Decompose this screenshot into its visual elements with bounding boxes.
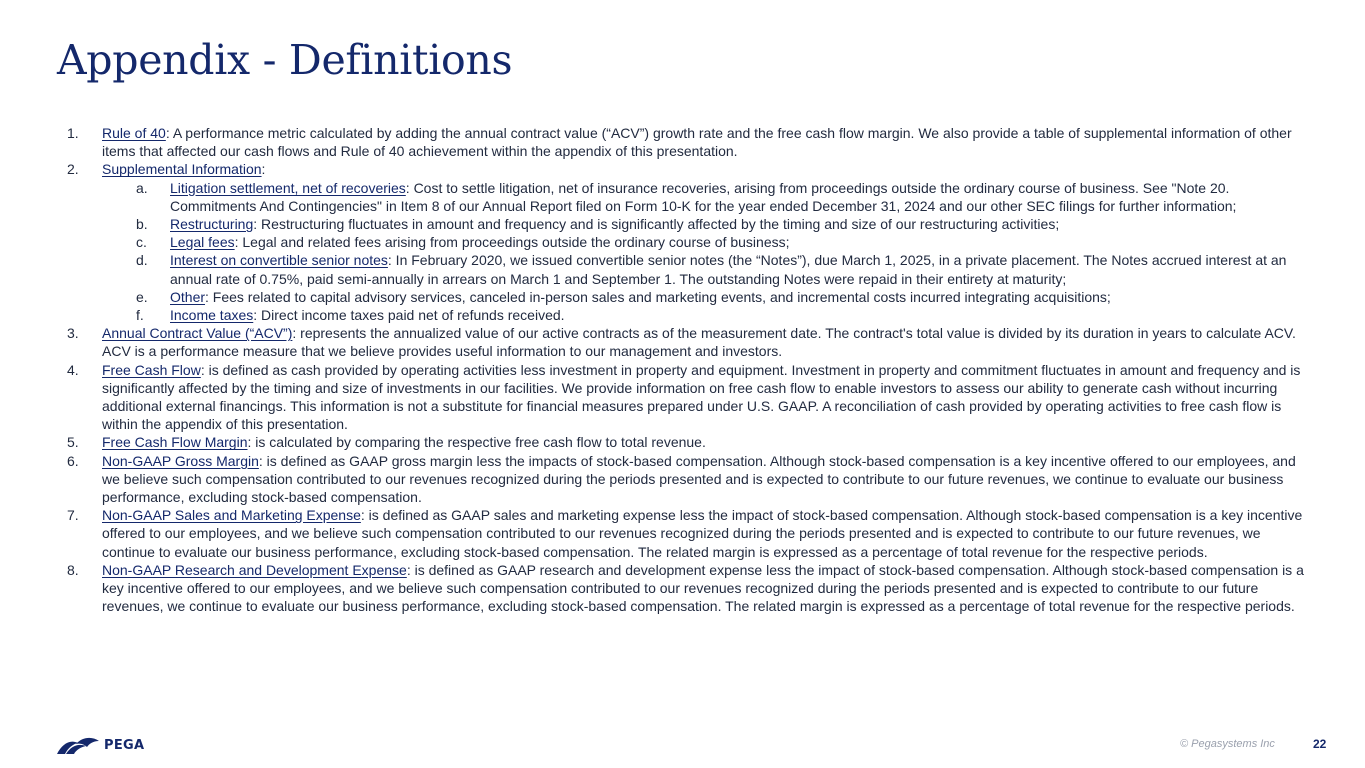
sub-item-letter: c. bbox=[136, 234, 147, 251]
definition-term: Annual Contract Value (“ACV”) bbox=[102, 325, 293, 342]
definition-text: : Direct income taxes paid net of refunds received. bbox=[253, 307, 565, 324]
sub-list-item bbox=[136, 288, 1312, 306]
item-number: 5. bbox=[67, 434, 79, 451]
definition-term: Legal fees bbox=[170, 234, 235, 251]
definition-text: : A performance metric calculated by adding the annual contract value (“ACV”) growth rate and the free cash flow margin. We also provide a table of supplemental information of other items that affected our cash flows and Rule of 40 achievement within the appendix of this presentation. bbox=[102, 125, 1292, 160]
list-item bbox=[67, 433, 1312, 451]
definition-text: : bbox=[261, 161, 266, 178]
sub-list-item bbox=[136, 215, 1312, 233]
list-item bbox=[67, 361, 1312, 434]
definition-term: Litigation settlement, net of recoveries bbox=[170, 179, 406, 196]
sub-item-letter: d. bbox=[136, 252, 148, 269]
definition-term: Other bbox=[170, 288, 206, 305]
definition-text: : is defined as cash provided by operating activities less investment in property and equipment. Investment in property and commitment fluctuates in amount and frequency and is significantly affected by the timing and size of investments in our facilities. We provide information on free cash flow to enable investors to assess our ability to generate cash without incurring additional external financings. This information is not a substitute for financial measures prepared under U.S. GAAP. A reconciliation of cash provided by operating activities to free cash flow is within the appendix of this presentation. bbox=[102, 361, 1301, 433]
definition-text: : is calculated by comparing the respective free cash flow to total revenue. bbox=[247, 434, 706, 451]
definition-text: : Restructuring fluctuates in amount and frequency and is significantly affected by the timing and size of our restructuring activities; bbox=[253, 216, 1060, 233]
logo-text: PEGA bbox=[104, 737, 145, 753]
definition-text: : represents the annualized value of our active contracts as of the measurement date. The contract's total value is divided by its duration in years to calculate ACV. ACV is a performance measure that we believe provides useful information to our management and investors. bbox=[102, 325, 1296, 360]
definition-term: Non-GAAP Sales and Marketing Expense bbox=[102, 507, 361, 524]
definition-term: Free Cash Flow bbox=[102, 361, 201, 378]
list-item bbox=[67, 506, 1312, 561]
definition-term: Non-GAAP Research and Development Expense bbox=[102, 561, 407, 578]
item-number: 1. bbox=[67, 125, 79, 141]
item-number: 4. bbox=[67, 361, 79, 378]
sub-item-letter: b. bbox=[136, 216, 148, 233]
copyright-text: © Pegasystems Inc bbox=[1180, 738, 1275, 750]
definition-text: : is defined as GAAP research and development expense less the impact of stock-based compensation. Although stock-based compensation is a key incentive offered to our employees, and we believe such compensation contributed to our revenues recognized during the periods presented and is expected to contribute to our future revenues, we continue to evaluate our business performance, excluding stock-based compensation. The related margin is expressed as a percentage of total revenue for the respective periods. bbox=[102, 561, 1304, 615]
sub-list-item bbox=[136, 251, 1312, 287]
definition-term: Interest on convertible senior notes bbox=[170, 252, 388, 269]
definition-term: Supplemental Information bbox=[102, 161, 262, 178]
definition-term: Non-GAAP Gross Margin bbox=[102, 452, 259, 469]
definitions-list bbox=[67, 124, 1312, 615]
definition-text: : Legal and related fees arising from proceedings outside the ordinary course of business; bbox=[234, 234, 790, 251]
sub-item-letter: a. bbox=[136, 179, 148, 196]
list-item bbox=[67, 452, 1312, 507]
item-number: 8. bbox=[67, 561, 79, 578]
list-item bbox=[67, 160, 1312, 324]
item-number: 6. bbox=[67, 452, 79, 469]
definition-term: Rule of 40 bbox=[102, 125, 166, 141]
definition-term: Restructuring bbox=[170, 216, 254, 233]
item-number: 3. bbox=[67, 325, 79, 342]
item-number: 7. bbox=[67, 507, 79, 524]
sub-list-item bbox=[136, 179, 1312, 215]
page-title: Appendix - Definitions bbox=[57, 36, 513, 84]
list-item bbox=[67, 124, 1312, 160]
page-number: 22 bbox=[1313, 737, 1327, 751]
definition-text: : Fees related to capital advisory services, canceled in-person sales and marketing events, and incremental costs incurred integrating acquisitions; bbox=[205, 288, 1111, 305]
sub-item-letter: f. bbox=[136, 307, 144, 324]
definition-text: : Cost to settle litigation, net of insurance recoveries, arising from proceedings outside the ordinary course of business. See "Note 20. Commitments And Contingencies" in Item 8 of our Annual Report filed on Form 10-K for the year ended December 31, 2024 and our other SEC filings for further information; bbox=[170, 179, 1237, 214]
pega-logo-icon bbox=[56, 735, 100, 755]
list-item bbox=[67, 324, 1312, 360]
definition-text: : is defined as GAAP gross margin less the impacts of stock-based compensation. Although stock-based compensation is a key incentive offered to our employees, and we believe such compensation contributed to our revenues recognized during the periods presented and is expected to contribute to our future revenues, we continue to evaluate our business performance, excluding stock-based compensation. bbox=[102, 452, 1296, 506]
item-number: 2. bbox=[67, 161, 79, 178]
definition-term: Free Cash Flow Margin bbox=[102, 434, 248, 451]
sub-item-letter: e. bbox=[136, 288, 148, 305]
definition-text: : is defined as GAAP sales and marketing expense less the impact of stock-based compensation. Although stock-based compensation is a key incentive offered to our employees, and we believe such compensation contributed to our revenues recognized during the periods presented and is expected to contribute to our future revenues, we continue to evaluate our business performance, excluding stock-based compensation. The related margin is expressed as a percentage of total revenue for the respective periods. bbox=[102, 507, 1303, 560]
sub-list-item bbox=[136, 306, 1312, 324]
pega-logo bbox=[56, 734, 144, 756]
sub-list-item bbox=[136, 233, 1312, 251]
definition-text: : In February 2020, we issued convertible senior notes (the “Notes”), due March 1, 2025, in a private placement. The Notes accrued interest at an annual rate of 0.75%, paid semi-annually in arrears on March 1 and September 1. The outstanding Notes were repaid in their entirety at maturity; bbox=[170, 252, 1287, 287]
sub-list bbox=[102, 179, 1312, 325]
definition-term: Income taxes bbox=[170, 307, 254, 324]
list-item bbox=[67, 561, 1312, 616]
